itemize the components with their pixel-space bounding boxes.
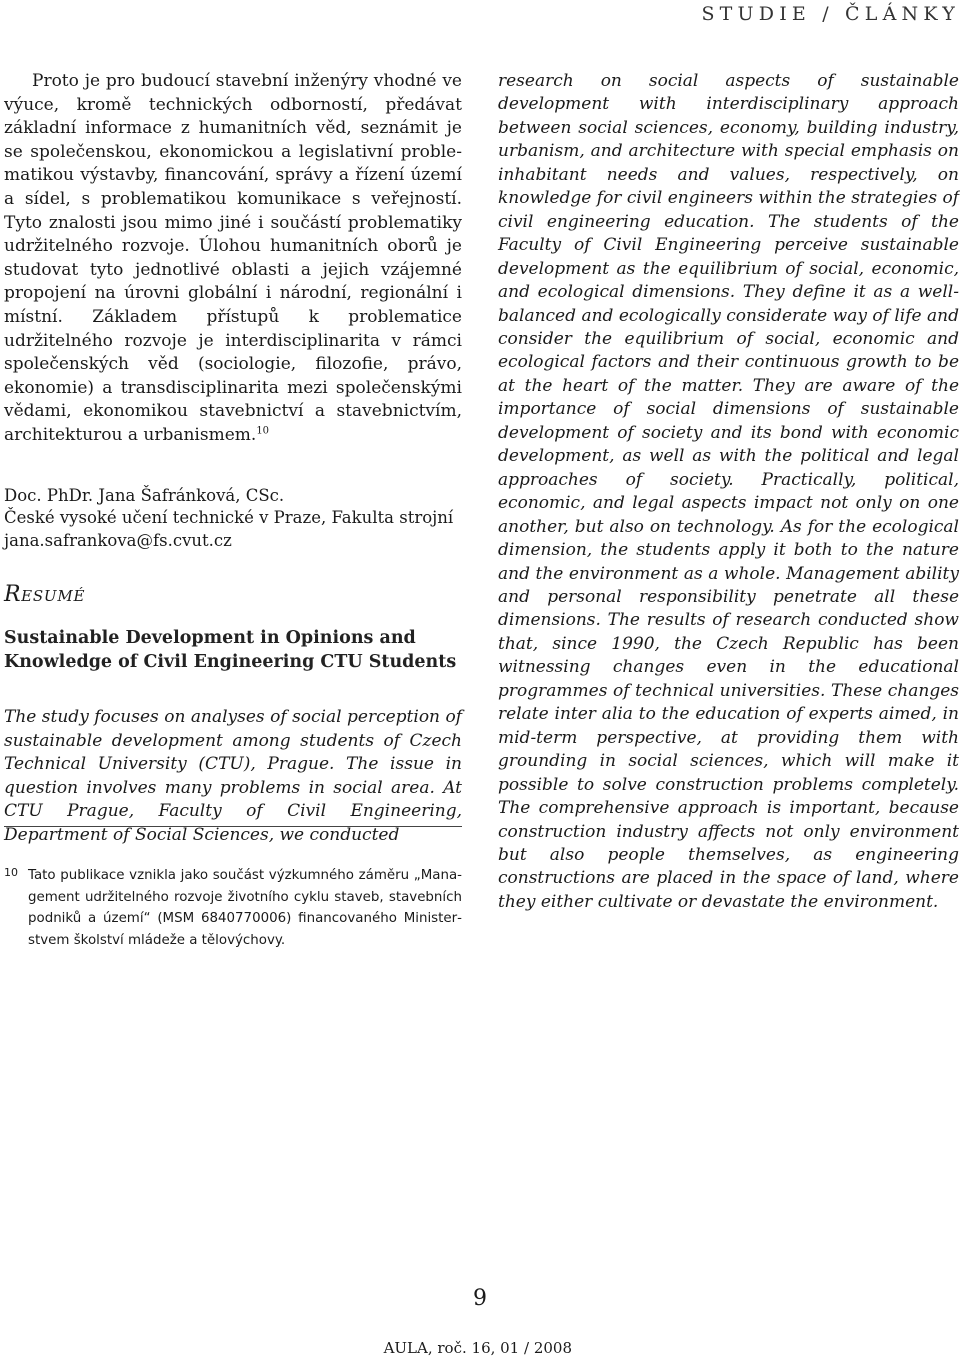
resume-heading-rest: ESUMÉ xyxy=(21,587,86,605)
body-paragraph xyxy=(4,70,462,448)
body-paragraph-text: Proto je pro budoucí stavební inženýry vhodné ve výuce, kromě technických odborností, předávat základní informace z humanitních věd, seznámit je se společenskou, ekonomickou a legislativní problematikou výstavby, financování, správy a řízení území a sídel, s problematikou komunikace s veřejností. Tyto znalosti jsou mimo jiné i součástí problematiky udržitelného rozvoje. Úlohou humanitních oborů je studovat tyto jednotlivé oblasti a jejich vzájemné propojení na úrovni globální i národní, regionální i místní. Základem přístupů k problematice udržitelného rozvoje je interdisciplinarita v rámci společenských věd (sociologie, filozofie, právo, ekonomie) a transdisciplinarita mezi společenskými vědami, ekonomikou stavebnictví a stavebnictvím, architekturou a urbanismem. xyxy=(4,71,462,445)
abstract-continued: research on social aspects of sustainable development with interdisciplinary approach between social sciences, economy, building industry, urbanism, and architecture with special emphasis on inhabitant needs and values, respectively, on knowledge for civil engineers within the strategies of civil engineering education. The students of the Faculty of Civil Engineering perceive sustainable development as the equilibrium of social, economic, and ecological dimensions. They define it as a well-balanced and ecologically considerate way of life and consider the equilibrium of social, economic and ecological factors and their continuous growth to be at the heart of the matter. They are aware of the importance of social dimensions of sustainable development of society and its bond with economic development, as well as with the political and legal approaches of society. Practically, political, economic, and legal aspects impact not only on one another, but also on technology. As for the ecological dimension, the students apply it both to the nature and the environment as a whole. Management ability and personal responsibility penetrate all these dimensions. The results of research conducted show that, since 1990, the Czech Republic has been witnessing changes even in the educational programmes of technical universities. These changes relate inter alia to the education of experts aimed, in mid-term perspective, at providing them with grounding in social sciences, which will make it possible to solve construction problems completely. The comprehensive approach is important, because construction industry affects not only environment but also people themselves, as engineering constructions are placed in the space of land, where they either cultivate or devastate the environment. xyxy=(498,71,959,912)
footnote xyxy=(4,865,462,951)
author-name: Doc. PhDr. Jana Šafránková, CSc. xyxy=(4,485,285,505)
author-email[interactable]: jana.safrankova@fs.cvut.cz xyxy=(4,530,232,550)
right-column xyxy=(498,70,959,914)
abstract-start: The study focuses on analyses of social perception of sustainable development among students of Czech Technical University (CTU), Prague. The issue in question involves many problems in social area. At CTU Prague, Faculty of Civil Engineering, Department of Social Sciences, we conducted xyxy=(4,707,462,845)
footnote-divider xyxy=(4,826,462,827)
author-block xyxy=(4,485,462,553)
footnote-reference[interactable]: 10 xyxy=(256,425,270,437)
footnote-text: Tato publikace vznikla jako součást výzkumného záměru „Management udržitelného rozvoje životního cyklu staveb, stavebních podniků a území“ (MSM 6840770006) financovaného Ministerstvem školství mládeže a tělovýchovy. xyxy=(28,868,462,948)
resume-heading xyxy=(4,582,462,607)
section-header: STUDIE / ČLÁNKY xyxy=(701,3,960,25)
author-affiliation: České vysoké učení technické v Praze, Fakulta strojní xyxy=(4,508,454,527)
footnote-number: 10 xyxy=(4,866,18,879)
english-article-title: Sustainable Development in Opinions and Knowledge of Civil Engineering CTU Students xyxy=(4,628,457,672)
page-number: 9 xyxy=(473,1286,487,1311)
journal-footer: AULA, roč. 16, 01 / 2008 xyxy=(383,1339,572,1357)
resume-heading-cap: R xyxy=(4,582,22,607)
left-column xyxy=(4,70,462,865)
